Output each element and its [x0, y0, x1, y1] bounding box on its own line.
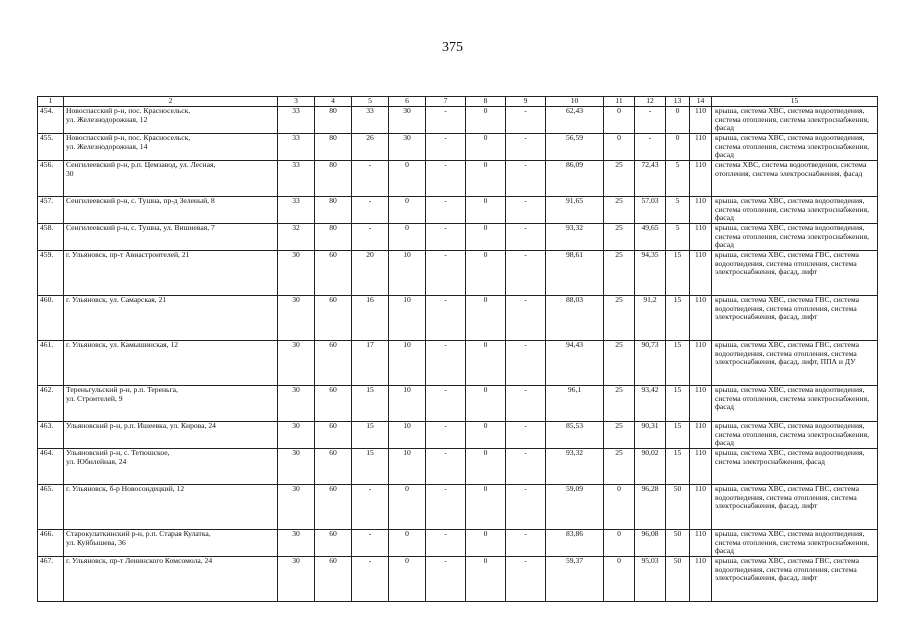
value-cell: 25 [604, 224, 635, 251]
value-cell: 110 [690, 449, 712, 485]
value-cell: 110 [690, 341, 712, 386]
value-cell: - [352, 197, 389, 224]
value-cell: 10 [389, 386, 426, 422]
value-cell: 0 [389, 224, 426, 251]
value-cell: 5 [666, 224, 690, 251]
value-cell: - [506, 107, 546, 134]
value-cell: - [506, 449, 546, 485]
row-number-cell: 459. [38, 251, 64, 296]
works-cell: крыша, система ХВС, система ГВС, система водоотведения, система отопления, система электроснабжения, фасад, лифт [712, 251, 878, 296]
value-cell: - [426, 296, 466, 341]
value-cell: - [352, 224, 389, 251]
value-cell: 0 [389, 161, 426, 197]
value-cell: - [506, 224, 546, 251]
value-cell: 10 [389, 341, 426, 386]
column-header: 6 [389, 97, 426, 107]
value-cell: 96,1 [546, 386, 604, 422]
value-cell: 25 [604, 197, 635, 224]
column-header: 4 [315, 97, 352, 107]
value-cell: 60 [315, 449, 352, 485]
address-cell: Ульяновский р-н, с. Тетюшское, ул. Юбилейная, 24 [64, 449, 278, 485]
works-cell: крыша, система ХВС, система водоотведения, система отопления, система электроснабжения, фасад [712, 224, 878, 251]
value-cell: 88,03 [546, 296, 604, 341]
value-cell: 0 [466, 341, 506, 386]
value-cell: 30 [278, 485, 315, 530]
value-cell: 0 [604, 485, 635, 530]
value-cell: 80 [315, 134, 352, 161]
column-header: 1 [38, 97, 64, 107]
value-cell: - [352, 530, 389, 557]
works-cell: крыша, система ХВС, система ГВС, система водоотведения, система отопления, система электроснабжения, фасад, лифт, ППА и ДУ [712, 341, 878, 386]
value-cell: 0 [604, 107, 635, 134]
value-cell: 60 [315, 251, 352, 296]
row-number-cell: 465. [38, 485, 64, 530]
value-cell: 110 [690, 224, 712, 251]
value-cell: 30 [389, 107, 426, 134]
data-table [37, 96, 878, 602]
value-cell: 93,32 [546, 224, 604, 251]
value-cell: - [426, 557, 466, 602]
value-cell: 110 [690, 386, 712, 422]
address-cell: Сенгилеевский р-н, с. Тушна, ул. Вишневая, 7 [64, 224, 278, 251]
value-cell: 110 [690, 296, 712, 341]
address-cell: г. Ульяновск, ул. Самарская, 21 [64, 296, 278, 341]
table-row [38, 134, 878, 161]
value-cell: - [506, 197, 546, 224]
value-cell: 0 [389, 197, 426, 224]
value-cell: 0 [604, 134, 635, 161]
value-cell: 83,86 [546, 530, 604, 557]
table-row [38, 341, 878, 386]
value-cell: 60 [315, 422, 352, 449]
row-number-cell: 455. [38, 134, 64, 161]
value-cell: 15 [666, 386, 690, 422]
value-cell: - [426, 197, 466, 224]
value-cell: 60 [315, 296, 352, 341]
value-cell: 15 [352, 422, 389, 449]
address-cell: Ульяновский р-н, р.п. Ишеевка, ул. Кирова, 24 [64, 422, 278, 449]
value-cell: 91,2 [635, 296, 666, 341]
value-cell: 59,37 [546, 557, 604, 602]
value-cell: 110 [690, 485, 712, 530]
column-header: 2 [64, 97, 278, 107]
value-cell: 91,65 [546, 197, 604, 224]
value-cell: - [426, 224, 466, 251]
address-cell: г. Ульяновск, пр-т Авиастроителей, 21 [64, 251, 278, 296]
works-cell: крыша, система ХВС, система водоотведения, система отопления, система электроснабжения, фасад [712, 134, 878, 161]
value-cell: 15 [666, 341, 690, 386]
value-cell: - [426, 161, 466, 197]
value-cell: 80 [315, 197, 352, 224]
row-number-cell: 462. [38, 386, 64, 422]
column-number-row [38, 97, 878, 107]
works-cell: система ХВС, система водоотведения, система отопления, система электроснабжения, фасад [712, 161, 878, 197]
value-cell: - [352, 485, 389, 530]
row-number-cell: 457. [38, 197, 64, 224]
value-cell: - [506, 296, 546, 341]
address-cell: Сенгилеевский р-н, с. Тушна, пр-д Зеленый, 8 [64, 197, 278, 224]
value-cell: - [426, 386, 466, 422]
value-cell: 15 [352, 449, 389, 485]
value-cell: 16 [352, 296, 389, 341]
value-cell: 85,53 [546, 422, 604, 449]
value-cell: - [506, 386, 546, 422]
works-cell: крыша, система ХВС, система ГВС, система водоотведения, система отопления, система электроснабжения, фасад, лифт [712, 485, 878, 530]
value-cell: 30 [278, 251, 315, 296]
value-cell: 25 [604, 386, 635, 422]
value-cell: 30 [278, 341, 315, 386]
row-number-cell: 464. [38, 449, 64, 485]
value-cell: 90,31 [635, 422, 666, 449]
value-cell: 0 [389, 557, 426, 602]
value-cell: 30 [278, 449, 315, 485]
works-cell: крыша, система ХВС, система водоотведения, система отопления, система электроснабжения, фасад [712, 422, 878, 449]
value-cell: 50 [666, 530, 690, 557]
table-row [38, 530, 878, 557]
value-cell: 25 [604, 341, 635, 386]
value-cell: 0 [666, 107, 690, 134]
table-row [38, 557, 878, 602]
value-cell: 10 [389, 449, 426, 485]
value-cell: 72,43 [635, 161, 666, 197]
table-row [38, 224, 878, 251]
value-cell: 56,59 [546, 134, 604, 161]
value-cell: - [426, 341, 466, 386]
table-row [38, 485, 878, 530]
value-cell: - [506, 530, 546, 557]
table-body [38, 107, 878, 602]
table-row [38, 197, 878, 224]
value-cell: 30 [278, 296, 315, 341]
value-cell: 110 [690, 134, 712, 161]
value-cell: - [506, 422, 546, 449]
value-cell: 110 [690, 107, 712, 134]
value-cell: - [506, 134, 546, 161]
value-cell: 17 [352, 341, 389, 386]
value-cell: 59,09 [546, 485, 604, 530]
value-cell: 25 [604, 296, 635, 341]
works-cell: крыша, система ХВС, система водоотведения, система отопления, система электроснабжения, фасад [712, 386, 878, 422]
column-header: 9 [506, 97, 546, 107]
address-cell: г. Ульяновск, пр-т Ленинского Комсомола, 24 [64, 557, 278, 602]
value-cell: 30 [278, 530, 315, 557]
value-cell: - [426, 107, 466, 134]
row-number-cell: 467. [38, 557, 64, 602]
table-row [38, 422, 878, 449]
column-header: 5 [352, 97, 389, 107]
value-cell: 110 [690, 557, 712, 602]
value-cell: 50 [666, 485, 690, 530]
column-header: 8 [466, 97, 506, 107]
works-cell: крыша, система ХВС, система водоотведения, система электроснабжения, фасад [712, 449, 878, 485]
value-cell: 0 [466, 422, 506, 449]
table-row [38, 107, 878, 134]
address-cell: Новоспасский р-н, пос. Красносельск, ул. Железнодорожная, 12 [64, 107, 278, 134]
column-header: 11 [604, 97, 635, 107]
column-header: 15 [712, 97, 878, 107]
value-cell: 110 [690, 197, 712, 224]
value-cell: - [352, 557, 389, 602]
value-cell: 94,35 [635, 251, 666, 296]
page-number: 375 [442, 40, 463, 55]
value-cell: - [426, 449, 466, 485]
table-row [38, 251, 878, 296]
row-number-cell: 463. [38, 422, 64, 449]
value-cell: - [426, 422, 466, 449]
value-cell: 96,28 [635, 485, 666, 530]
value-cell: 90,73 [635, 341, 666, 386]
column-header: 13 [666, 97, 690, 107]
works-cell: крыша, система ХВС, система водоотведения, система отопления, система электроснабжения, фасад [712, 197, 878, 224]
value-cell: - [635, 107, 666, 134]
value-cell: 30 [278, 422, 315, 449]
value-cell: 80 [315, 224, 352, 251]
value-cell: 32 [278, 224, 315, 251]
address-cell: Тереньгульский р-н, р.п. Тереньга, ул. Строителей, 9 [64, 386, 278, 422]
value-cell: 110 [690, 530, 712, 557]
works-cell: крыша, система ХВС, система водоотведения, система отопления, система электроснабжения, фасад [712, 107, 878, 134]
value-cell: 30 [278, 557, 315, 602]
value-cell: - [506, 161, 546, 197]
value-cell: - [426, 485, 466, 530]
works-cell: крыша, система ХВС, система ГВС, система водоотведения, система отопления, система электроснабжения, фасад, лифт [712, 296, 878, 341]
value-cell: 0 [466, 161, 506, 197]
value-cell: 60 [315, 557, 352, 602]
value-cell: 0 [466, 296, 506, 341]
value-cell: 0 [466, 485, 506, 530]
column-header: 14 [690, 97, 712, 107]
table-row [38, 161, 878, 197]
value-cell: 86,09 [546, 161, 604, 197]
value-cell: 33 [278, 107, 315, 134]
value-cell: 33 [278, 161, 315, 197]
value-cell: - [506, 251, 546, 296]
value-cell: 25 [604, 251, 635, 296]
column-header: 12 [635, 97, 666, 107]
value-cell: 30 [278, 386, 315, 422]
row-number-cell: 466. [38, 530, 64, 557]
row-number-cell: 458. [38, 224, 64, 251]
value-cell: 96,08 [635, 530, 666, 557]
row-number-cell: 461. [38, 341, 64, 386]
address-cell: Новоспасский р-н, пос. Красносельск, ул. Железнодорожная, 14 [64, 134, 278, 161]
table-row [38, 296, 878, 341]
value-cell: 15 [352, 386, 389, 422]
value-cell: 90,02 [635, 449, 666, 485]
value-cell: 26 [352, 134, 389, 161]
value-cell: - [506, 341, 546, 386]
value-cell: 93,32 [546, 449, 604, 485]
row-number-cell: 460. [38, 296, 64, 341]
value-cell: 25 [604, 161, 635, 197]
value-cell: 10 [389, 296, 426, 341]
value-cell: 0 [466, 251, 506, 296]
address-cell: Старокулаткинский р-н, р.п. Старая Кулатка, ул. Куйбышева, 36 [64, 530, 278, 557]
value-cell: 10 [389, 422, 426, 449]
value-cell: 15 [666, 296, 690, 341]
value-cell: - [426, 134, 466, 161]
row-number-cell: 454. [38, 107, 64, 134]
value-cell: 50 [666, 557, 690, 602]
value-cell: 0 [466, 530, 506, 557]
value-cell: - [635, 134, 666, 161]
value-cell: - [426, 530, 466, 557]
value-cell: 62,43 [546, 107, 604, 134]
value-cell: - [506, 557, 546, 602]
value-cell: 0 [466, 134, 506, 161]
value-cell: 49,65 [635, 224, 666, 251]
value-cell: 60 [315, 341, 352, 386]
column-header: 7 [426, 97, 466, 107]
value-cell: 98,61 [546, 251, 604, 296]
value-cell: 5 [666, 161, 690, 197]
value-cell: - [506, 485, 546, 530]
value-cell: 5 [666, 197, 690, 224]
value-cell: 25 [604, 422, 635, 449]
value-cell: 57,03 [635, 197, 666, 224]
value-cell: 15 [666, 449, 690, 485]
value-cell: 33 [352, 107, 389, 134]
value-cell: 80 [315, 107, 352, 134]
value-cell: 93,42 [635, 386, 666, 422]
value-cell: 60 [315, 386, 352, 422]
address-cell: г. Ульяновск, б-р Новосондецкий, 12 [64, 485, 278, 530]
value-cell: 0 [466, 557, 506, 602]
value-cell: - [352, 161, 389, 197]
value-cell: 30 [389, 134, 426, 161]
table-row [38, 449, 878, 485]
value-cell: 95,03 [635, 557, 666, 602]
repair-program-table [37, 96, 877, 602]
value-cell: 25 [604, 449, 635, 485]
value-cell: 0 [466, 224, 506, 251]
address-cell: Сенгилеевский р-н, р.п. Цемзавод, ул. Лесная, 30 [64, 161, 278, 197]
value-cell: 33 [278, 134, 315, 161]
works-cell: крыша, система ХВС, система ГВС, система водоотведения, система отопления, система электроснабжения, фасад, лифт [712, 557, 878, 602]
value-cell: 0 [466, 386, 506, 422]
works-cell: крыша, система ХВС, система водоотведения, система отопления, система электроснабжения, фасад [712, 530, 878, 557]
value-cell: 60 [315, 530, 352, 557]
value-cell: 10 [389, 251, 426, 296]
value-cell: 0 [604, 530, 635, 557]
value-cell: 0 [666, 134, 690, 161]
value-cell: 80 [315, 161, 352, 197]
value-cell: 110 [690, 422, 712, 449]
value-cell: 0 [389, 485, 426, 530]
value-cell: 33 [278, 197, 315, 224]
column-header: 10 [546, 97, 604, 107]
address-cell: г. Ульяновск, ул. Камышинская, 12 [64, 341, 278, 386]
value-cell: 94,43 [546, 341, 604, 386]
value-cell: 15 [666, 422, 690, 449]
value-cell: - [426, 251, 466, 296]
row-number-cell: 456. [38, 161, 64, 197]
value-cell: 0 [604, 557, 635, 602]
value-cell: 110 [690, 251, 712, 296]
table-row [38, 386, 878, 422]
value-cell: 0 [466, 449, 506, 485]
value-cell: 15 [666, 251, 690, 296]
value-cell: 60 [315, 485, 352, 530]
value-cell: 110 [690, 161, 712, 197]
value-cell: 0 [466, 107, 506, 134]
column-header: 3 [278, 97, 315, 107]
value-cell: 20 [352, 251, 389, 296]
value-cell: 0 [389, 530, 426, 557]
value-cell: 0 [466, 197, 506, 224]
